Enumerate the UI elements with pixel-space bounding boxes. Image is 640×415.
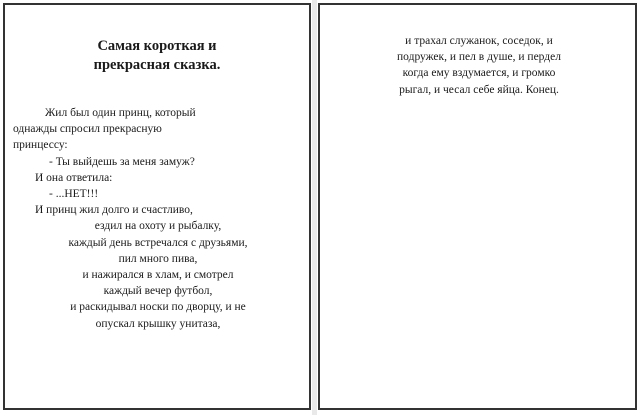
left-page (3, 3, 311, 410)
text-line: пил много пива, (118, 252, 198, 265)
story-title (5, 37, 309, 75)
text-line: И она ответила: (35, 171, 113, 184)
text-line: рыгал, и чесал себе яйца. Конец. (399, 83, 559, 96)
title-line: Самая короткая и (97, 38, 217, 54)
title-line: прекрасная сказка. (93, 57, 221, 73)
text-line: подружек, и пел в душе, и пердел (397, 51, 561, 64)
text-line: Жил был один принц, который (45, 107, 196, 119)
left-page-text (13, 105, 303, 332)
text-line: однажды спросил прекрасную (13, 123, 162, 136)
text-line: каждый вечер футбол, (103, 285, 213, 298)
text-line: когда ему вздумается, и громко (402, 67, 556, 80)
text-line: и нажирался в хлам, и смотрел (82, 269, 234, 282)
right-page-text (326, 33, 632, 98)
text-line: и трахал служанок, соседок, и (405, 35, 553, 47)
right-page (318, 3, 637, 410)
text-line: - ...НЕТ!!! (49, 188, 99, 201)
page-gutter (312, 0, 317, 415)
text-line: принцессу: (13, 139, 68, 152)
text-line: И принц жил долго и счастливо, (35, 204, 193, 217)
text-line: - Ты выйдешь за меня замуж? (49, 155, 195, 168)
text-line: и раскидывал носки по дворцу, и не (70, 301, 246, 314)
text-line: каждый день встречался с друзьями, (68, 236, 248, 249)
text-line: опускал крышку унитаза, (95, 317, 221, 330)
text-line: ездил на охоту и рыбалку, (94, 220, 222, 233)
